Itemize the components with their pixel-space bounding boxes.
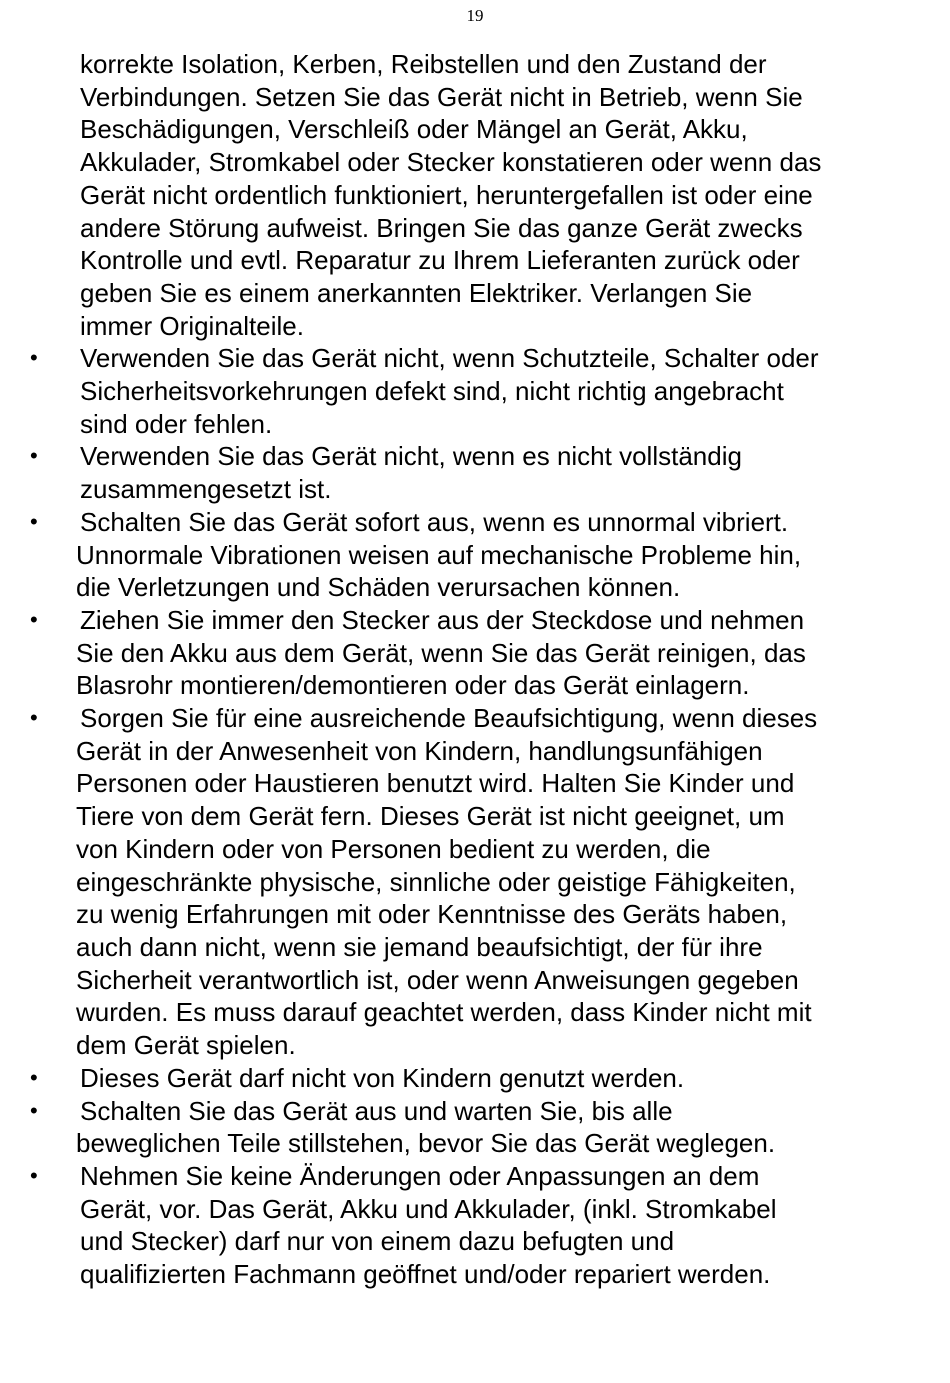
text-line: Tiere von dem Gerät fern. Dieses Gerät ist nicht geeignet, um (76, 801, 785, 832)
bullet-item (0, 440, 880, 505)
bullet-item (0, 702, 880, 1062)
text-line: zu wenig Erfahrungen mit oder Kenntnisse des Geräts haben, (76, 899, 788, 930)
text-line: Schalten Sie das Gerät sofort aus, wenn es unnormal vibriert. (80, 506, 789, 537)
text-line: beweglichen Teile stillstehen, bevor Sie das Gerät weglegen. (76, 1128, 776, 1159)
bullet-icon: • (30, 705, 38, 731)
bullet-item (0, 604, 880, 702)
text-line: Sie den Akku aus dem Gerät, wenn Sie das Gerät reinigen, das (76, 637, 806, 668)
text-line: und Stecker) darf nur von einem dazu befugten und (80, 1226, 675, 1257)
text-line: Akkulader, Stromkabel oder Stecker konstatieren oder wenn das (80, 147, 822, 178)
text-line: Personen oder Haustieren benutzt wird. Halten Sie Kinder und (76, 768, 795, 799)
text-line: auch dann nicht, wenn sie jemand beaufsichtigt, der für ihre (76, 931, 763, 962)
text-line: eingeschränkte physische, sinnliche oder geistige Fähigkeiten, (76, 866, 796, 897)
text-line: immer Originalteile. (80, 310, 304, 341)
bullet-item (0, 506, 880, 604)
text-line: andere Störung aufweist. Bringen Sie das ganze Gerät zwecks (80, 212, 803, 243)
bullet-item (0, 1160, 880, 1291)
text-line: Gerät nicht ordentlich funktioniert, heruntergefallen ist oder eine (80, 179, 813, 210)
text-line: von Kindern oder von Personen bedient zu werden, die (76, 833, 711, 864)
intro-paragraph (0, 48, 880, 342)
text-line: Unnormale Vibrationen weisen auf mechanische Probleme hin, (76, 539, 802, 570)
text-line: Nehmen Sie keine Änderungen oder Anpassungen an dem (80, 1160, 760, 1191)
text-line: Beschädigungen, Verschleiß oder Mängel an Gerät, Akku, (80, 114, 748, 145)
text-line: Sicherheitsvorkehrungen defekt sind, nicht richtig angebracht (80, 376, 784, 407)
text-line: Verwenden Sie das Gerät nicht, wenn es nicht vollständig (80, 441, 742, 472)
bullet-icon: • (30, 443, 38, 469)
text-line: qualifizierten Fachmann geöffnet und/oder repariert werden. (80, 1259, 771, 1290)
bullet-icon: • (30, 1162, 38, 1188)
bullet-item (0, 1095, 880, 1160)
text-line: Kontrolle und evtl. Reparatur zu Ihrem Lieferanten zurück oder (80, 245, 800, 276)
text-line: Sicherheit verantwortlich ist, oder wenn Anweisungen gegeben (76, 964, 799, 995)
text-line: sind oder fehlen. (80, 408, 273, 439)
text-line: Schalten Sie das Gerät aus und warten Sie, bis alle (80, 1095, 673, 1126)
text-line: Verwenden Sie das Gerät nicht, wenn Schutzteile, Schalter oder (80, 343, 819, 374)
page-number: 19 (466, 6, 484, 25)
text-line: die Verletzungen und Schäden verursachen können. (76, 572, 681, 603)
text-line: Blasrohr montieren/demontieren oder das Gerät einlagern. (76, 670, 750, 701)
bullet-icon: • (30, 606, 38, 632)
text-line: geben Sie es einem anerkannten Elektriker. Verlangen Sie (80, 277, 753, 308)
document-body (0, 48, 950, 1291)
text-line: korrekte Isolation, Kerben, Reibstellen und den Zustand der (80, 49, 767, 79)
text-line: Verbindungen. Setzen Sie das Gerät nicht in Betrieb, wenn Sie (80, 81, 803, 112)
text-line: zusammengesetzt ist. (80, 474, 332, 505)
bullet-icon: • (30, 1064, 38, 1090)
text-line: Gerät in der Anwesenheit von Kindern, handlungsunfähigen (76, 735, 763, 766)
bullet-icon: • (30, 1097, 38, 1123)
text-line: Sorgen Sie für eine ausreichende Beaufsichtigung, wenn dieses (80, 703, 818, 734)
bullet-icon: • (30, 508, 38, 534)
bullet-item (0, 1062, 880, 1095)
text-line: wurden. Es muss darauf geachtet werden, dass Kinder nicht mit (76, 997, 812, 1028)
text-line: Dieses Gerät darf nicht von Kindern genutzt werden. (80, 1062, 685, 1093)
text-line: Gerät, vor. Das Gerät, Akku und Akkulader, (inkl. Stromkabel (80, 1193, 777, 1224)
text-line: dem Gerät spielen. (76, 1030, 296, 1061)
text-line: Ziehen Sie immer den Stecker aus der Steckdose und nehmen (80, 604, 805, 635)
bullet-icon: • (30, 345, 38, 371)
bullet-item (0, 342, 880, 440)
